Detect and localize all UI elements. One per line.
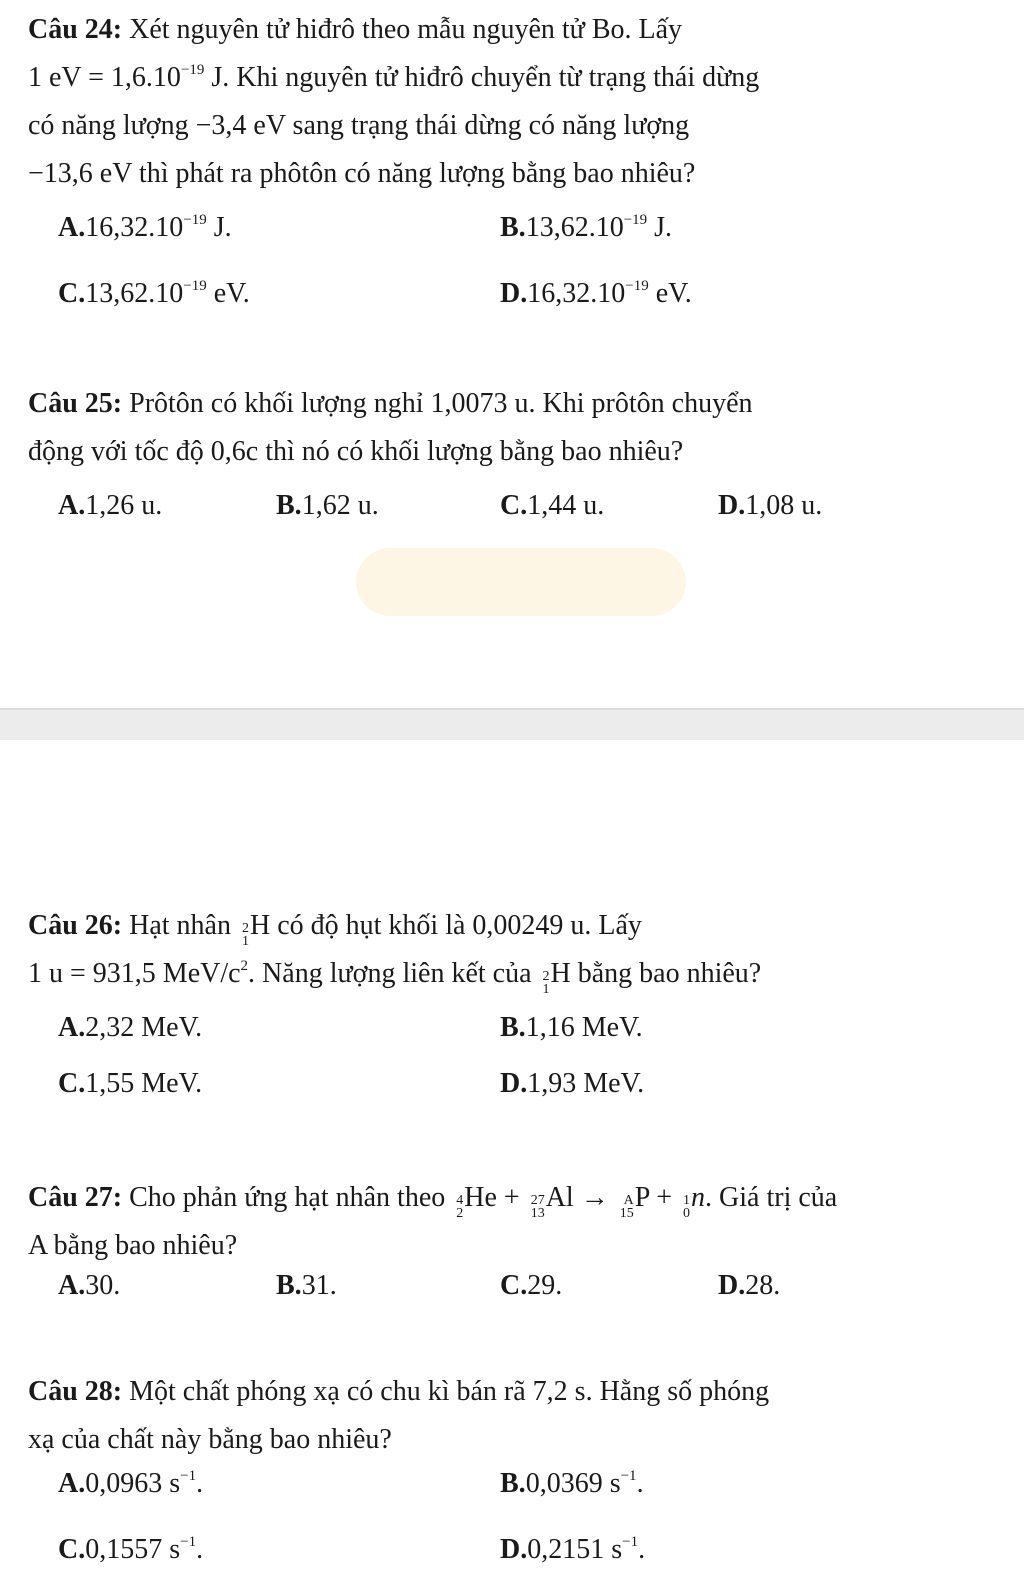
question-25-label: Câu 25: xyxy=(28,388,123,419)
question-24-line-2: 1 eV = $1,6.10^{-19}$ J. Khi nguyên tử hiđrô chuyển từ trạng thái dừng xyxy=(28,62,760,93)
question-26-line-2: 1 u = 931,5 MeV/$c^2$. Năng lượng liên kết của 2 1 H bằng bao nhiêu? xyxy=(28,958,762,997)
q24-option-b[interactable]: $B.13,62.10^{-19}$ J. xyxy=(500,212,673,243)
question-25 xyxy=(28,380,988,476)
q25-option-c[interactable]: C.1,44 u. xyxy=(500,490,605,521)
question-28-line-1: Câu 28: Một chất phóng xạ có chu kì bán rã 7,2 s. Hằng số phóng xyxy=(28,1376,770,1407)
question-24-line-4: −13,6 eV thì phát ra phôtôn có năng lượng bằng bao nhiêu? xyxy=(28,158,696,189)
question-25-line-1: Câu 25: Prôtôn có khối lượng nghỉ 1,0073 u. Khi prôtôn chuyển xyxy=(28,388,753,419)
page-divider xyxy=(0,708,1024,740)
q26-option-d[interactable]: D.1,93 MeV. xyxy=(500,1068,645,1099)
q26-option-a[interactable]: A.2,32 MeV. xyxy=(58,1012,203,1043)
question-28-line-2: xạ của chất này bằng bao nhiêu? xyxy=(28,1424,392,1455)
q26-option-c[interactable]: C.1,55 MeV. xyxy=(58,1068,203,1099)
q25-option-b[interactable]: B.1,62 u. xyxy=(276,490,379,521)
question-26-line-1: Câu 26: Hạt nhân 2 1 H có độ hụt khối là 0,00249 u. Lấy xyxy=(28,910,642,949)
q28-option-c[interactable]: C.0,1557 $s^{-1}$. xyxy=(58,1534,204,1565)
isotope-he: 4 2 xyxy=(456,1193,464,1221)
q28-option-d[interactable]: D.0,2151 $s^{-1}$. xyxy=(500,1534,646,1565)
q24-option-d[interactable]: $D.16,32.10^{-19}$ eV. xyxy=(500,278,692,309)
q25-option-a[interactable]: A.1,26 u. xyxy=(58,490,163,521)
q27-option-c[interactable]: C.29. xyxy=(500,1270,563,1301)
question-24 xyxy=(28,6,988,198)
isotope-h-2-second: 2 1 xyxy=(542,969,550,997)
question-24-line-1: Câu 24: Xét nguyên tử hiđrô theo mẫu nguyên tử Bo. Lấy xyxy=(28,14,683,45)
highlight-mark xyxy=(356,548,686,616)
q27-option-a[interactable]: A.30. xyxy=(58,1270,121,1301)
q28-option-b[interactable]: B.0,0369 $s^{-1}$. xyxy=(500,1468,644,1499)
question-28 xyxy=(28,1368,988,1464)
question-24-line-3: có năng lượng −3,4 eV sang trạng thái dừng có năng lượng xyxy=(28,110,690,141)
question-26 xyxy=(28,902,988,998)
q24-option-a[interactable]: $A.16,32.10^{-19}$ J. xyxy=(58,212,232,243)
isotope-h-2: 2 1 xyxy=(241,921,249,949)
question-27-label: Câu 27: xyxy=(28,1182,123,1213)
q26-option-b[interactable]: B.1,16 MeV. xyxy=(500,1012,643,1043)
q27-option-d[interactable]: D.28. xyxy=(718,1270,781,1301)
q27-option-b[interactable]: B.31. xyxy=(276,1270,337,1301)
q25-option-d[interactable]: D.1,08 u. xyxy=(718,490,823,521)
question-25-line-2: động với tốc độ 0,6c thì nó có khối lượng bằng bao nhiêu? xyxy=(28,436,684,467)
q24-option-c[interactable]: $C.13,62.10^{-19}$ eV. xyxy=(58,278,250,309)
question-28-label: Câu 28: xyxy=(28,1376,123,1407)
q28-option-a[interactable]: A.0,0963 $s^{-1}$. xyxy=(58,1468,204,1499)
question-27-line-2: A bằng bao nhiêu? xyxy=(28,1230,238,1261)
isotope-p: A 15 xyxy=(619,1193,634,1221)
isotope-n: 1 0 xyxy=(683,1193,691,1221)
isotope-al: 27 13 xyxy=(530,1193,545,1221)
question-24-label: Câu 24: xyxy=(28,14,123,45)
question-27-line-1: Câu 27: Cho phản ứng hạt nhân theo 4 2 He + 27 13 Al → A 15 P + 1 0 n. Giá trị của xyxy=(28,1182,838,1221)
question-27 xyxy=(28,1174,988,1270)
question-26-label: Câu 26: xyxy=(28,910,123,941)
